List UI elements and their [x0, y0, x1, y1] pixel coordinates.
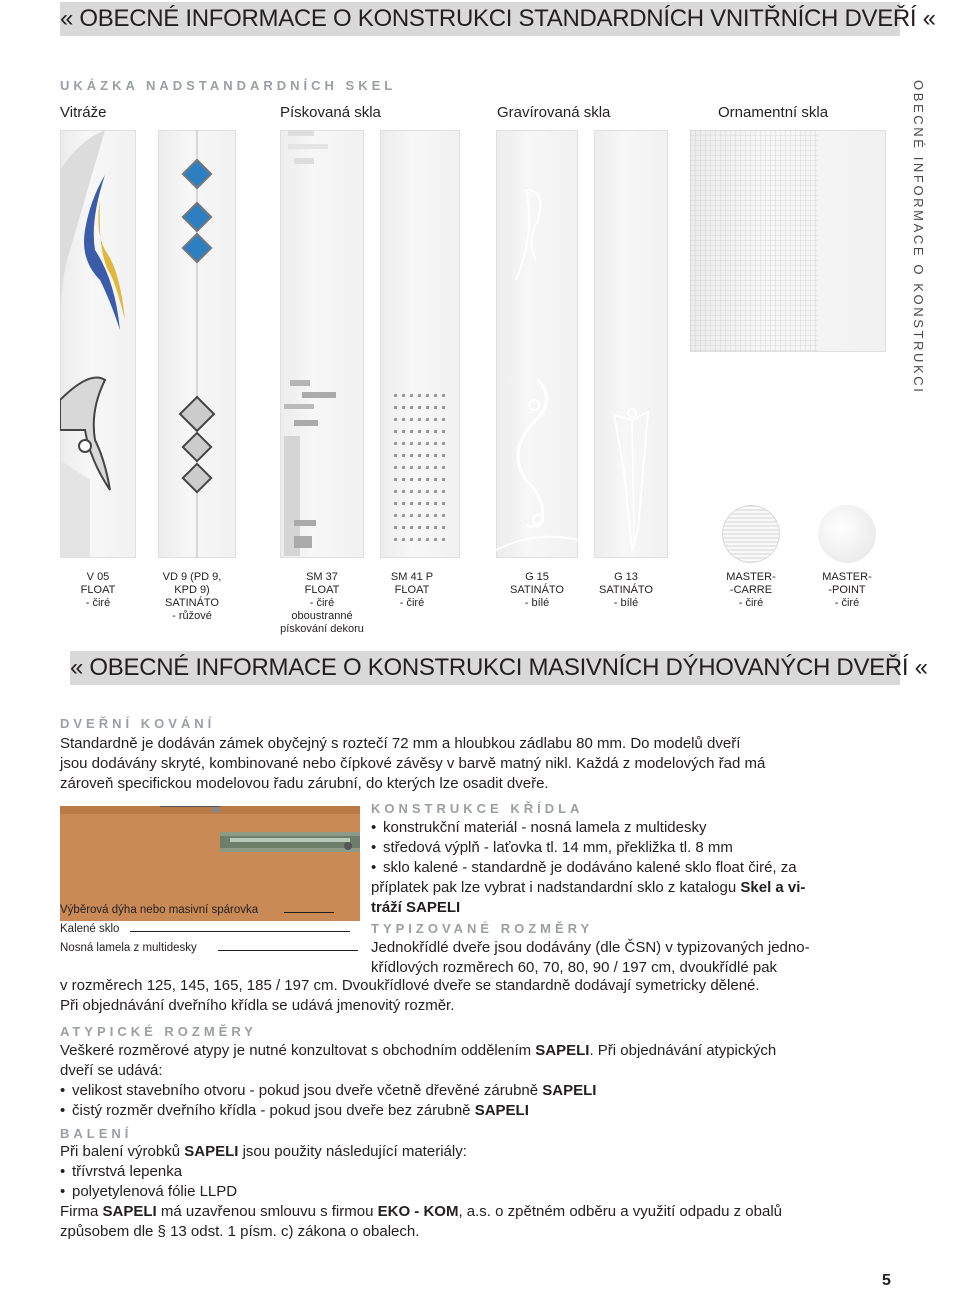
decor-dot: [402, 454, 405, 457]
section-title: « OBECNÉ INFORMACE O KONSTRUKCI MASIVNÍCH DÝHOVANÝCH DVEŘÍ «: [70, 654, 928, 681]
glass-caption: SM 41 P FLOAT - čiré: [390, 571, 434, 609]
decor-dot: [426, 466, 429, 469]
illustration-label: Výběrová dýha nebo masivní spárovka: [60, 904, 259, 916]
decor-dot: [418, 466, 421, 469]
list-item: • konstrukční materiál - nosná lamela z multidesky: [371, 818, 891, 838]
decor-dot: [434, 394, 437, 397]
decor-dot: [418, 418, 421, 421]
decor-dot: [410, 490, 413, 493]
decor-dot: [434, 466, 437, 469]
list-item: • polyetylenová fólie LLPD: [60, 1182, 900, 1202]
decor-dot: [402, 442, 405, 445]
decor-dot: [394, 406, 397, 409]
text-line: způsobem dle § 13 odst. 1 písm. c) zákona o obalech.: [60, 1223, 420, 1240]
decor-dot: [418, 478, 421, 481]
decor-dot: [426, 538, 429, 541]
text-line: Jednokřídlé dveře jsou dodávány (dle ČSN) v typizovaných jedno-: [371, 939, 810, 956]
decor-dot: [442, 538, 445, 541]
glass-swatch: [722, 505, 780, 563]
decor-dot: [394, 442, 397, 445]
callout-line: [130, 931, 350, 932]
text-line: Standardně je dodáván zámek obyčejný s roztečí 72 mm a hloubkou zádlabu 80 mm. Do modelů dveří: [60, 735, 741, 752]
glass-heading: UKÁZKA NADSTANDARDNÍCH SKEL: [60, 78, 397, 93]
side-label: [909, 80, 933, 410]
decor-dot: [442, 526, 445, 529]
sizes-heading: TYPIZOVANÉ ROZMĚRY: [371, 921, 594, 936]
pack-heading: BALENÍ: [60, 1126, 133, 1141]
decor-dot: [394, 430, 397, 433]
decor-dot: [394, 394, 397, 397]
decor-dot: [434, 454, 437, 457]
list-item: • třívrstvá lepenka: [60, 1162, 900, 1182]
decor-dot: [402, 466, 405, 469]
decor-dot: [418, 490, 421, 493]
section-title: « OBECNÉ INFORMACE O KONSTRUKCI STANDARDNÍCH VNITŘNÍCH DVEŘÍ «: [60, 5, 936, 32]
list-item: • středová výplň - laťovka tl. 14 mm, překližka tl. 8 mm: [371, 838, 891, 858]
text-line: jsou dodávány skryté, kombinované nebo čípkové závěsy v barvě matný nikl. Každá z modelových řad má: [60, 755, 766, 772]
decor-dot: [394, 526, 397, 529]
text-span: velikost stavebního otvoru - pokud jsou dveře včetně dřevěné zárubně: [72, 1082, 543, 1099]
decor-dot: [402, 430, 405, 433]
category-label: Gravírovaná skla: [497, 104, 611, 121]
decor-dot: [418, 442, 421, 445]
glass-caption: MASTER- -CARRE - čiré: [726, 571, 776, 609]
glass-sample-image: [60, 130, 136, 558]
decor-dot: [434, 442, 437, 445]
leaf-text: [371, 818, 891, 918]
decor-dot: [434, 478, 437, 481]
decor-dot: [426, 418, 429, 421]
decor-dot: [410, 406, 413, 409]
decor-dot: [410, 514, 413, 517]
decor-dot: [410, 466, 413, 469]
sizes-text: [371, 938, 891, 978]
decor-dot: [402, 538, 405, 541]
atyp-text: [60, 1041, 900, 1121]
hardware-text: [60, 734, 900, 794]
decor-dot: [394, 490, 397, 493]
leaf-heading: KONSTRUKCE KŘÍDLA: [371, 801, 584, 816]
decor-dot: [394, 514, 397, 517]
glass-sample-image: [690, 130, 886, 352]
text-span: , a.s. o zpětném odběru a využití odpadu z obalů: [458, 1203, 782, 1220]
sizes-text-cont: [60, 976, 900, 1016]
text-span: jsou použity následující materiály:: [238, 1143, 467, 1160]
decor-dot: [442, 418, 445, 421]
decor-dot: [394, 478, 397, 481]
decor-dot: [442, 502, 445, 505]
decor-dot: [434, 406, 437, 409]
text-span: . Při objednávání atypických: [589, 1042, 777, 1059]
bold-text: tráží SAPELI: [371, 899, 461, 916]
decor-dot: [418, 538, 421, 541]
category-label: Pískovaná skla: [280, 104, 381, 121]
glass-sample-image: [496, 130, 578, 558]
list-item: • sklo kalené - standardně je dodáváno kalené sklo float čiré, za: [371, 858, 891, 878]
glass-sample-image: [380, 130, 460, 558]
atyp-heading: ATYPICKÉ ROZMĚRY: [60, 1024, 257, 1039]
decor-dot: [394, 454, 397, 457]
text-span: Při balení výrobků: [60, 1143, 185, 1160]
callout-line: [284, 912, 334, 913]
decor-dot: [410, 478, 413, 481]
page-number: 5: [882, 1272, 891, 1289]
glass-caption: G 15 SATINÁTO - bílé: [510, 571, 564, 609]
decor-dot: [434, 502, 437, 505]
glass-caption: MASTER- -POINT - čiré: [822, 571, 872, 609]
glass-sample-image: [280, 130, 364, 558]
bold-text: Skel a vi-: [740, 879, 806, 896]
decor-dot: [410, 430, 413, 433]
decor-dot: [418, 502, 421, 505]
decor-dot: [402, 478, 405, 481]
decor-dot: [394, 418, 397, 421]
decor-dot: [402, 394, 405, 397]
text-line: křídlových rozměrech 60, 70, 80, 90 / 197 cm, dvoukřídlé pak: [371, 959, 778, 976]
decor-dot: [410, 394, 413, 397]
glass-swatch: [818, 505, 876, 563]
category-label: Ornamentní skla: [718, 104, 829, 121]
decor-dot: [426, 442, 429, 445]
decor-dot: [434, 430, 437, 433]
decor-dot: [402, 514, 405, 517]
decor-dot: [394, 466, 397, 469]
decor-dot: [426, 490, 429, 493]
hardware-heading: DVEŘNÍ KOVÁNÍ: [60, 716, 216, 731]
section-title-bar: [60, 2, 936, 36]
decor-dot: [442, 394, 445, 397]
decor-dot: [410, 442, 413, 445]
glass-caption: SM 37 FLOAT - čiré oboustranné pískování dekoru: [280, 571, 364, 635]
text-span: čistý rozměr dveřního křídla - pokud jsou dveře bez zárubně: [72, 1102, 475, 1119]
decor-dot: [426, 502, 429, 505]
text-line: zároveň specifickou modelovou řadu zárubní, do kterých lze osadit dveře.: [60, 775, 549, 792]
glass-caption: G 13 SATINÁTO - bílé: [599, 571, 653, 609]
decor-dot: [418, 430, 421, 433]
glass-caption: VD 9 (PD 9, KPD 9) SATINÁTO - růžové: [162, 571, 222, 622]
decor-dot: [402, 406, 405, 409]
decor-dot: [442, 454, 445, 457]
decor-dot: [410, 418, 413, 421]
bold-text: EKO - KOM: [377, 1203, 459, 1220]
glass-sample-image: [158, 130, 236, 558]
bold-text: SAPELI: [542, 1082, 597, 1099]
decor-dot: [434, 538, 437, 541]
text-line: v rozměrech 125, 145, 165, 185 / 197 cm. Dvoukřídlové dveře se standardně dodávají symetricky dělené.: [60, 977, 760, 994]
decor-dot: [410, 526, 413, 529]
decor-dot: [442, 442, 445, 445]
decor-dot: [442, 466, 445, 469]
decor-dot: [442, 430, 445, 433]
decor-dot: [402, 526, 405, 529]
decor-dot: [410, 454, 413, 457]
decor-dot: [410, 538, 413, 541]
bold-text: SAPELI: [535, 1042, 590, 1059]
pack-text: [60, 1142, 900, 1242]
bold-text: SAPELI: [474, 1102, 529, 1119]
text-span: Veškeré rozměrové atypy je nutné konzultovat s obchodním oddělením: [60, 1042, 536, 1059]
decor-dot: [434, 490, 437, 493]
illustration-label: Nosná lamela z multidesky: [60, 942, 197, 954]
decor-dot: [442, 406, 445, 409]
decor-dot: [426, 478, 429, 481]
decor-dot: [402, 490, 405, 493]
glass-caption: V 05 FLOAT - čiré: [80, 571, 116, 609]
decor-dot: [410, 502, 413, 505]
decor-dot: [426, 430, 429, 433]
callout-line: [218, 950, 358, 951]
decor-dot: [442, 514, 445, 517]
decor-dot: [402, 502, 405, 505]
decor-dot: [394, 502, 397, 505]
decor-dot: [426, 406, 429, 409]
decor-dot: [426, 454, 429, 457]
side-label-text: OBECNÉ INFORMACE O KONSTRUKCI: [911, 80, 926, 395]
text-line: dveří se udává:: [60, 1062, 163, 1079]
decor-dot: [434, 418, 437, 421]
decor-dot: [434, 526, 437, 529]
illustration-label: Kalené sklo: [60, 923, 120, 935]
decor-dot: [402, 418, 405, 421]
text-span: příplatek pak lze vybrat i nadstandardní sklo z katalogu: [371, 879, 741, 896]
bold-text: SAPELI: [184, 1143, 239, 1160]
decor-dot: [426, 514, 429, 517]
category-label: Vitráže: [60, 104, 107, 121]
text-span: Firma: [60, 1203, 103, 1220]
decor-dot: [426, 526, 429, 529]
bold-text: SAPELI: [102, 1203, 157, 1220]
decor-dot: [426, 394, 429, 397]
decor-dot: [434, 514, 437, 517]
decor-dot: [418, 526, 421, 529]
glass-sample-image: [594, 130, 668, 558]
decor-dot: [394, 538, 397, 541]
decor-dot: [418, 454, 421, 457]
decor-dot: [442, 490, 445, 493]
decor-dot: [418, 406, 421, 409]
text-line: Při objednávání dveřního křídla se udává jmenovitý rozměr.: [60, 997, 455, 1014]
decor-dot: [418, 514, 421, 517]
section-title-bar: [70, 651, 928, 685]
decor-dot: [418, 394, 421, 397]
text-span: má uzavřenou smlouvu s firmou: [156, 1203, 378, 1220]
decor-dot: [442, 478, 445, 481]
callout-line: [160, 806, 220, 807]
